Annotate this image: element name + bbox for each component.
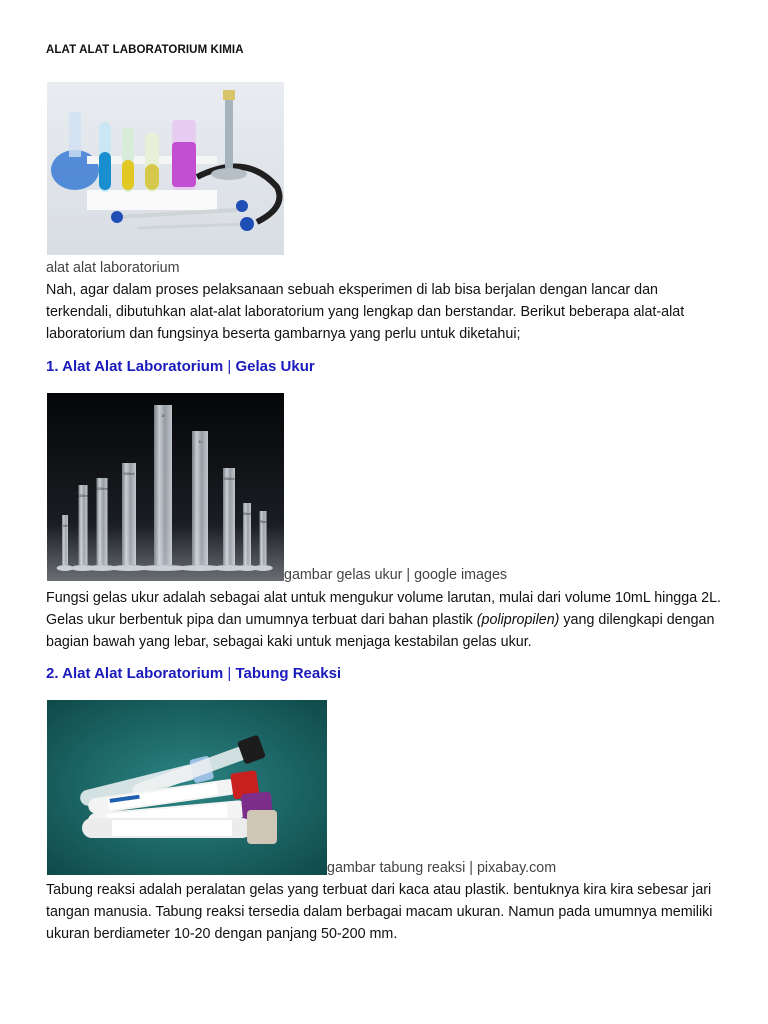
paragraph-text: Fungsi gelas ukur adalah sebagai alat untuk mengukur volume larutan, mulai dari volume 10mL hingga 2L. Gelas ukur berbentuk pipa dan umumnya terbuat dari bahan plastik: [46, 590, 722, 628]
lab-glassware-photo: [47, 82, 284, 255]
section-heading-gelas-ukur: [46, 358, 315, 375]
cylinder-label: 1l: [198, 439, 202, 444]
heading-name: Gelas Ukur: [235, 358, 315, 375]
cylinder-label: 50ml: [242, 511, 252, 516]
heading-separator: |: [227, 358, 232, 375]
cylinder-label: 200ml: [96, 486, 108, 491]
measuring-cylinder: [154, 405, 172, 565]
heading-name: Tabung Reaksi: [235, 665, 342, 682]
measuring-cylinder: [223, 468, 235, 565]
paragraph-text-end: yang dilengkapi dengan bagian bawah yang lebar, sebagai kaki untuk menjaga kestabilan gelas ukur.: [46, 612, 715, 650]
gelas-ukur-paragraph: [46, 587, 726, 653]
measuring-cylinder: [122, 463, 136, 565]
heading-prefix: 2. Alat Alat Laboratorium: [46, 665, 224, 682]
cylinder-label: 2l: [161, 413, 165, 418]
cylinder-label: 500ml: [123, 471, 135, 476]
measuring-cylinder: [192, 431, 208, 565]
intro-image-caption: alat alat laboratorium: [46, 260, 180, 276]
cylinder-label: 100ml: [77, 493, 89, 498]
tabung-reaksi-paragraph: Tabung reaksi adalah peralatan gelas yang terbuat dari kaca atau plastik. bentuknya kira kira sebesar jari tangan manusia. Tabung reaksi tersedia dalam berbagai macam ukuran. Namun pada umumnya memiliki ukuran berdiameter 10-20 dengan panjang 50-200 mm.: [46, 882, 713, 942]
measuring-cylinder-photo: [47, 393, 284, 581]
heading-prefix: 1. Alat Alat Laboratorium: [46, 358, 224, 375]
paragraph-italic: (polipropilen): [476, 612, 560, 628]
cylinder-label: 10ml: [60, 523, 70, 528]
test-tube-photo: [47, 700, 327, 875]
cylinder-label: 25ml: [258, 519, 268, 524]
tabung-reaksi-image-caption: gambar tabung reaksi | pixabay.com: [327, 860, 557, 876]
cylinder-label: 250ml: [223, 476, 235, 481]
measuring-cylinder: [97, 478, 108, 565]
cylinder-foot: [253, 565, 273, 571]
intro-paragraph: Nah, agar dalam proses pelaksanaan sebuah eksperimen di lab bisa berjalan dengan lancar dan terkendali, dibutuhkan alat-alat laboratorium yang lengkap dan berstandar. Berikut beberapa alat-alat laboratorium dan fungsinya beserta gambarnya yang perlu untuk diketahui;: [46, 282, 685, 342]
gelas-ukur-image-caption: gambar gelas ukur | google images: [284, 567, 508, 583]
heading-separator: |: [227, 665, 232, 682]
section-heading-tabung-reaksi: [46, 665, 341, 682]
document-title: ALAT ALAT LABORATORIUM KIMIA: [46, 44, 244, 56]
